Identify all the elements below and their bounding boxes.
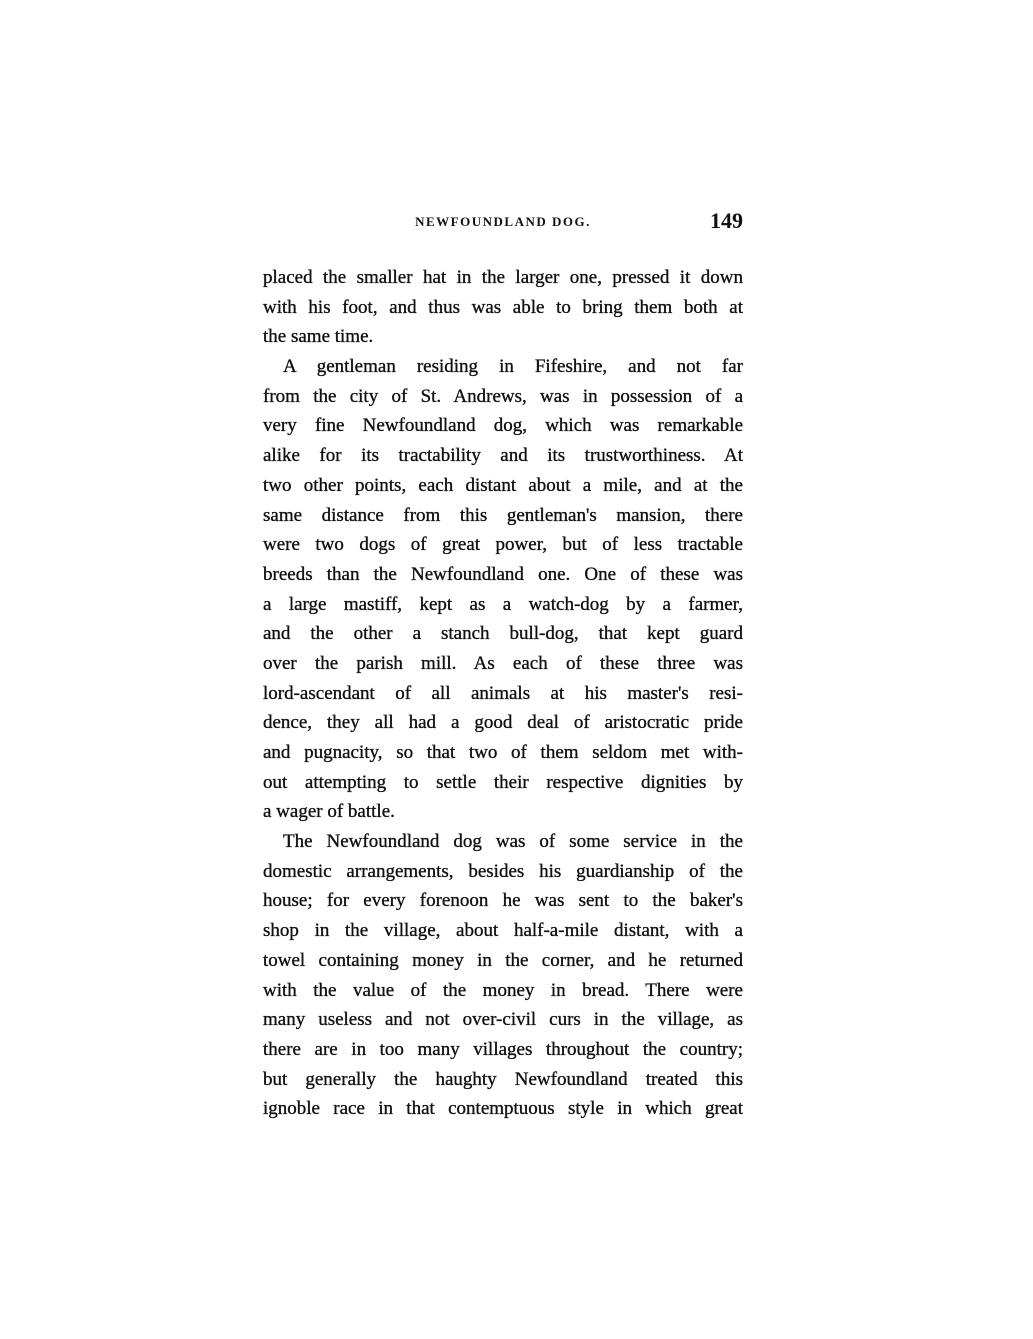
text-line: and the other a stanch bull-dog, that kept guard	[263, 623, 743, 645]
text-line: but generally the haughty Newfoundland treated this	[263, 1068, 743, 1090]
body-text	[263, 263, 743, 1124]
text-line: two other points, each distant about a mile, and at the	[263, 474, 743, 496]
text-line: a large mastiff, kept as a watch-dog by a farmer,	[263, 593, 743, 615]
text-line: from the city of St. Andrews, was in possession of a	[263, 385, 743, 407]
text-line: house; for every forenoon he was sent to the baker's	[263, 890, 743, 912]
text-line: and pugnacity, so that two of them seldom met with-	[263, 742, 743, 763]
text-line: very fine Newfoundland dog, which was remarkable	[263, 415, 743, 437]
page-header	[263, 210, 743, 240]
text-line: there are in too many villages throughout the country;	[263, 1038, 743, 1060]
text-line: out attempting to settle their respective dignities by	[263, 771, 743, 793]
text-line: with the value of the money in bread. There were	[263, 979, 743, 1001]
text-line: with his foot, and thus was able to bring them both at	[263, 296, 743, 318]
text-line: alike for its tractability and its trustworthiness. At	[263, 445, 743, 467]
text-line: placed the smaller hat in the larger one, pressed it down	[263, 267, 743, 288]
text-line: lord-ascendant of all animals at his master's resi-	[263, 682, 743, 704]
text-line: dence, they all had a good deal of aristocratic pride	[263, 712, 743, 734]
text-line: ignoble race in that contemptuous style in which great	[263, 1098, 743, 1120]
text-line: A gentleman residing in Fifeshire, and not far	[283, 356, 743, 378]
page-number: 149	[710, 208, 743, 233]
text-line: a wager of battle.	[263, 801, 395, 823]
text-line: towel containing money in the corner, and he returned	[263, 949, 743, 971]
text-line: shop in the village, about half-a-mile distant, with a	[263, 920, 743, 942]
running-head: NEWFOUNDLAND DOG.	[415, 214, 591, 229]
text-line: The Newfoundland dog was of some service in the	[283, 831, 743, 853]
text-line: breeds than the Newfoundland one. One of these was	[263, 563, 743, 585]
text-line: were two dogs of great power, but of less tractable	[263, 534, 743, 556]
text-line: same distance from this gentleman's mansion, there	[263, 504, 743, 526]
text-line: many useless and not over-civil curs in the village, as	[263, 1009, 743, 1031]
text-line: the same time.	[263, 326, 374, 348]
text-line: domestic arrangements, besides his guardianship of the	[263, 860, 743, 882]
text-line: over the parish mill. As each of these three was	[263, 652, 743, 674]
